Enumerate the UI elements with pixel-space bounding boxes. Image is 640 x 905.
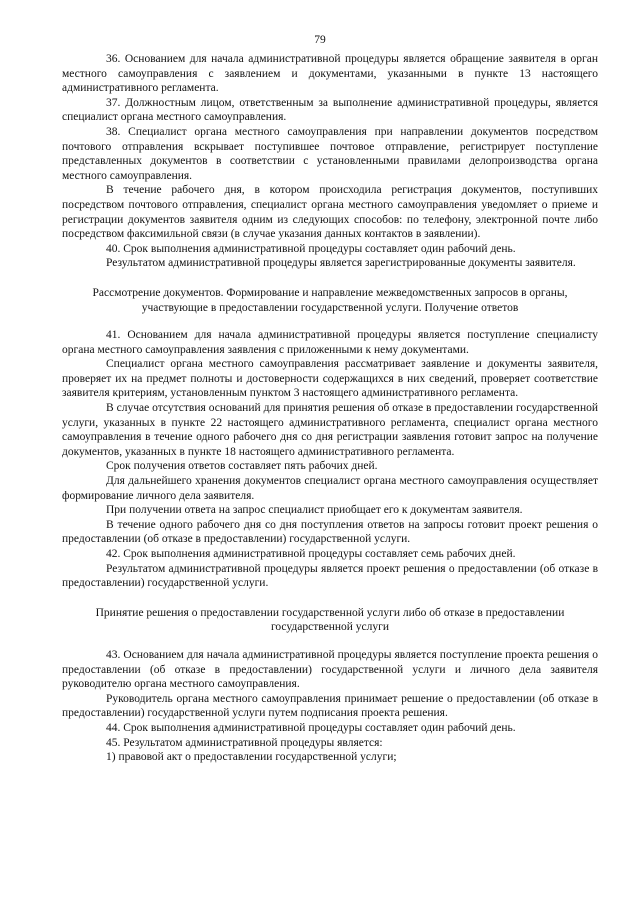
- section-heading: Рассмотрение документов. Формирование и направление межведомственных запросов в органы, участвующие в предоставлении государственной услуги. Получение ответов: [92, 286, 568, 314]
- paragraph: Результатом административной процедуры является зарегистрированные документы заявителя.: [106, 257, 576, 270]
- paragraph: 36. Основанием для начала административной процедуры является обращение заявителя в орган местного самоуправления с заявлением и документами, указанными в пункте 13 настоящего административного регламента.: [62, 53, 598, 95]
- paragraph: Специалист органа местного самоуправления рассматривает заявление и документы заявителя, проверяет их на предмет полноты и достоверности содержащихся в них сведений, проверяет соответствие заявителя критериям, установленным пунктом 3 настоящего административного регламента.: [62, 358, 598, 400]
- paragraph: При получении ответа на запрос специалист приобщает его к документам заявителя.: [106, 504, 523, 517]
- paragraph: 41. Основанием для начала административной процедуры является поступление специалисту органа местного самоуправления заявления с приложенными к нему документами.: [62, 329, 598, 356]
- paragraph: В течение одного рабочего дня со дня поступления ответов на запросы готовит проект решения о предоставлении (об отказе в предоставлении) государственной услуги.: [62, 518, 598, 546]
- paragraph: 43. Основанием для начала административной процедуры является поступление проекта решения о предоставлении (об отказе в предоставлении) государственной услуги и личного дела заявителя руководителю органа местного самоуправления.: [62, 648, 598, 691]
- section-heading: Принятие решения о предоставлении государственной услуги либо об отказе в предоставлении государственной услуги: [95, 606, 565, 634]
- paragraph: 38. Специалист органа местного самоуправления при направлении документов посредством почтового отправления вскрывает поступившее почтовое отправление, регистрирует поступление представленных документов в соответствии с установленными правилами делопроизводства органа местного самоуправления.: [62, 125, 598, 182]
- paragraph: Срок получения ответов составляет пять рабочих дней.: [106, 460, 378, 473]
- paragraph: Результатом административной процедуры является проект решения о предоставлении (об отказе в предоставлении) государственной услуги.: [62, 562, 598, 590]
- paragraph: Для дальнейшего хранения документов специалист органа местного самоуправления осуществляет формирование личного дела заявителя.: [62, 475, 598, 502]
- paragraph: В течение рабочего дня, в котором происходила регистрация документов, поступивших посредством почтового отправления, специалист органа местного самоуправления уведомляет о приеме и регистрации документов заявителя одним из следующих способов: по телефону, электронной почте либо посредством факсимильной связи (в случае указания данных контактов в заявлении).: [62, 184, 598, 241]
- paragraph: Руководитель органа местного самоуправления принимает решение о предоставлении (об отказе в предоставлении) государственной услуги путем подписания проекта решения.: [62, 692, 598, 720]
- paragraph: 42. Срок выполнения административной процедуры составляет семь рабочих дней.: [106, 548, 516, 560]
- document-body: [62, 52, 598, 765]
- paragraph: В случае отсутствия оснований для принятия решения об отказе в предоставлении государственной услуги, указанных в пункте 22 настоящего административного регламента, специалист органа местного самоуправления в течение одного рабочего дня со дня регистрации заявления готовит запрос на получение документов, указанных в пункте 18 настоящего административного регламента.: [62, 402, 598, 458]
- paragraph: 45. Результатом административной процедуры является:: [106, 736, 383, 749]
- paragraph: 37. Должностным лицом, ответственным за выполнение административной процедуры, является специалист органа местного самоуправления.: [62, 96, 598, 124]
- paragraph: 40. Срок выполнения административной процедуры составляет один рабочий день.: [106, 242, 516, 255]
- paragraph: 44. Срок выполнения административной процедуры составляет один рабочий день.: [106, 721, 516, 734]
- paragraph: 1) правовой акт о предоставлении государственной услуги;: [106, 751, 397, 764]
- page-number: 79: [314, 34, 326, 46]
